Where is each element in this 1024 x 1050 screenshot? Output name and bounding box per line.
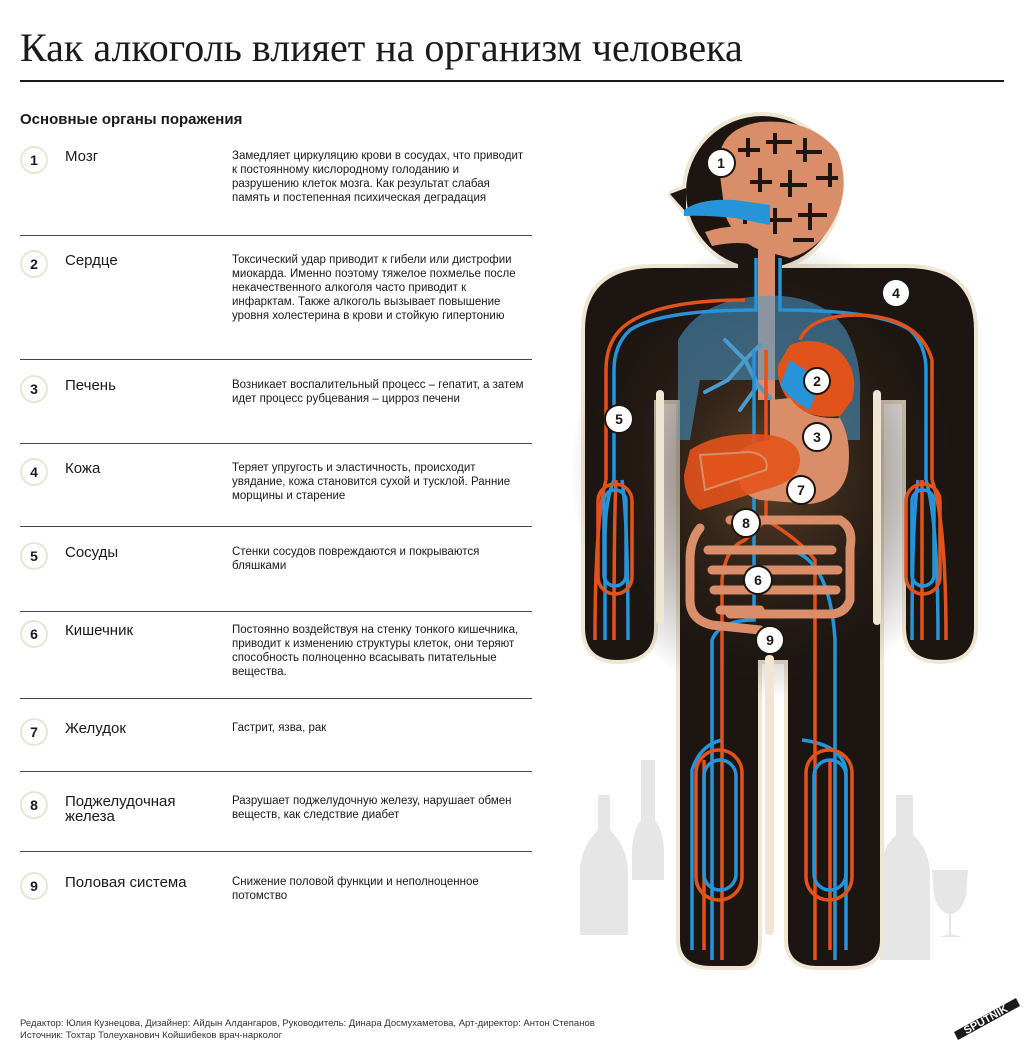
organ-name: Сердце — [65, 252, 118, 269]
organ-description: Снижение половой функции и неполноценное потомство — [232, 876, 479, 902]
credits — [20, 1018, 595, 1042]
number-badge: 9 — [20, 872, 48, 900]
bottle — [580, 795, 628, 935]
organ-name: Поджелудочная железа — [65, 793, 176, 825]
number-badge: 8 — [20, 791, 48, 819]
glass — [932, 870, 968, 937]
svg-text:1: 1 — [717, 155, 725, 171]
marker-3 — [803, 423, 831, 451]
organ-name: Печень — [65, 377, 116, 394]
number-badge: 4 — [20, 458, 48, 486]
organ-description: Токсический удар приводит к гибели или дистрофии миокарда. Именно поэтому тяжелое похмелье после некачественного алкоголя часто приводит к инфарктам. Также алкоголь вызывает повышение уровня холестерина в крови и стойкую гипертонию — [232, 254, 516, 322]
credits-line: Источник: Тохтар Толеуханович Койшибеков врач-нарколог — [20, 1030, 283, 1041]
number-badge: 5 — [20, 542, 48, 570]
organ-description: Стенки сосудов повреждаются и покрываются бляшками — [232, 546, 480, 572]
organ-name: Кишечник — [65, 622, 134, 639]
organ-name: Мозг — [65, 148, 99, 165]
marker-9 — [756, 626, 784, 654]
marker-8 — [732, 509, 760, 537]
sputnik-logo — [946, 980, 1024, 1050]
organ-description: Гастрит, язва, рак — [232, 722, 327, 734]
number-badge: 6 — [20, 620, 48, 648]
organ-description: Возникает воспалительный процесс – гепатит, а затем идет процесс рубцевания – цирроз печени — [232, 379, 524, 405]
number-badge: 3 — [20, 375, 48, 403]
organ-description: Разрушает поджелудочную железу, нарушает обмен веществ, как следствие диабет — [232, 795, 512, 821]
svg-text:SPUTNIK: SPUTNIK — [961, 1003, 1011, 1037]
section-heading: Основные органы поражения — [20, 111, 243, 128]
svg-text:9: 9 — [766, 632, 774, 648]
organ-description: Замедляет циркуляцию крови в сосудах, что приводит к постоянному кислородному голоданию и разрушению клеток мозга. Как результат слабая память и постепенная психическая деградация — [232, 150, 524, 204]
marker-4 — [882, 279, 910, 307]
svg-text:5: 5 — [615, 411, 623, 427]
bottle — [880, 795, 930, 960]
organ-name: Желудок — [65, 720, 126, 737]
organ-name: Половая система — [65, 874, 187, 891]
marker-2 — [813, 373, 821, 389]
svg-text:8: 8 — [742, 515, 750, 531]
marker-5 — [605, 405, 633, 433]
svg-text:4: 4 — [892, 285, 900, 301]
number-badge: 2 — [20, 250, 48, 278]
organ-name: Сосуды — [65, 544, 119, 561]
page-title: Как алкоголь влияет на организм человека — [20, 25, 743, 70]
credits-line: Редактор: Юлия Кузнецова, Дизайнер: Айдын Алдангаров, Руководитель: Динара Досмухаметова, Арт-директор: Антон Степанов — [20, 1018, 595, 1029]
bottle — [632, 760, 664, 880]
svg-text:7: 7 — [797, 482, 805, 498]
number-badge: 1 — [20, 146, 48, 174]
marker-7 — [787, 476, 815, 504]
marker-1 — [707, 149, 735, 177]
svg-text:2: 2 — [813, 373, 821, 389]
svg-text:3: 3 — [813, 429, 821, 445]
organ-description: Теряет упругость и эластичность, происходит увядание, кожа становится сухой и тусклой. Ранние морщины и старение — [232, 462, 511, 502]
organ-description: Постоянно воздействуя на стенку тонкого кишечника, приводит к изменению структуры клеток, они теряют способность полноценно всасывать питательные вещества. — [232, 624, 519, 678]
organ-name: Кожа — [65, 460, 101, 477]
number-badge: 7 — [20, 718, 48, 746]
svg-text:6: 6 — [754, 572, 762, 588]
marker-6 — [744, 566, 772, 594]
